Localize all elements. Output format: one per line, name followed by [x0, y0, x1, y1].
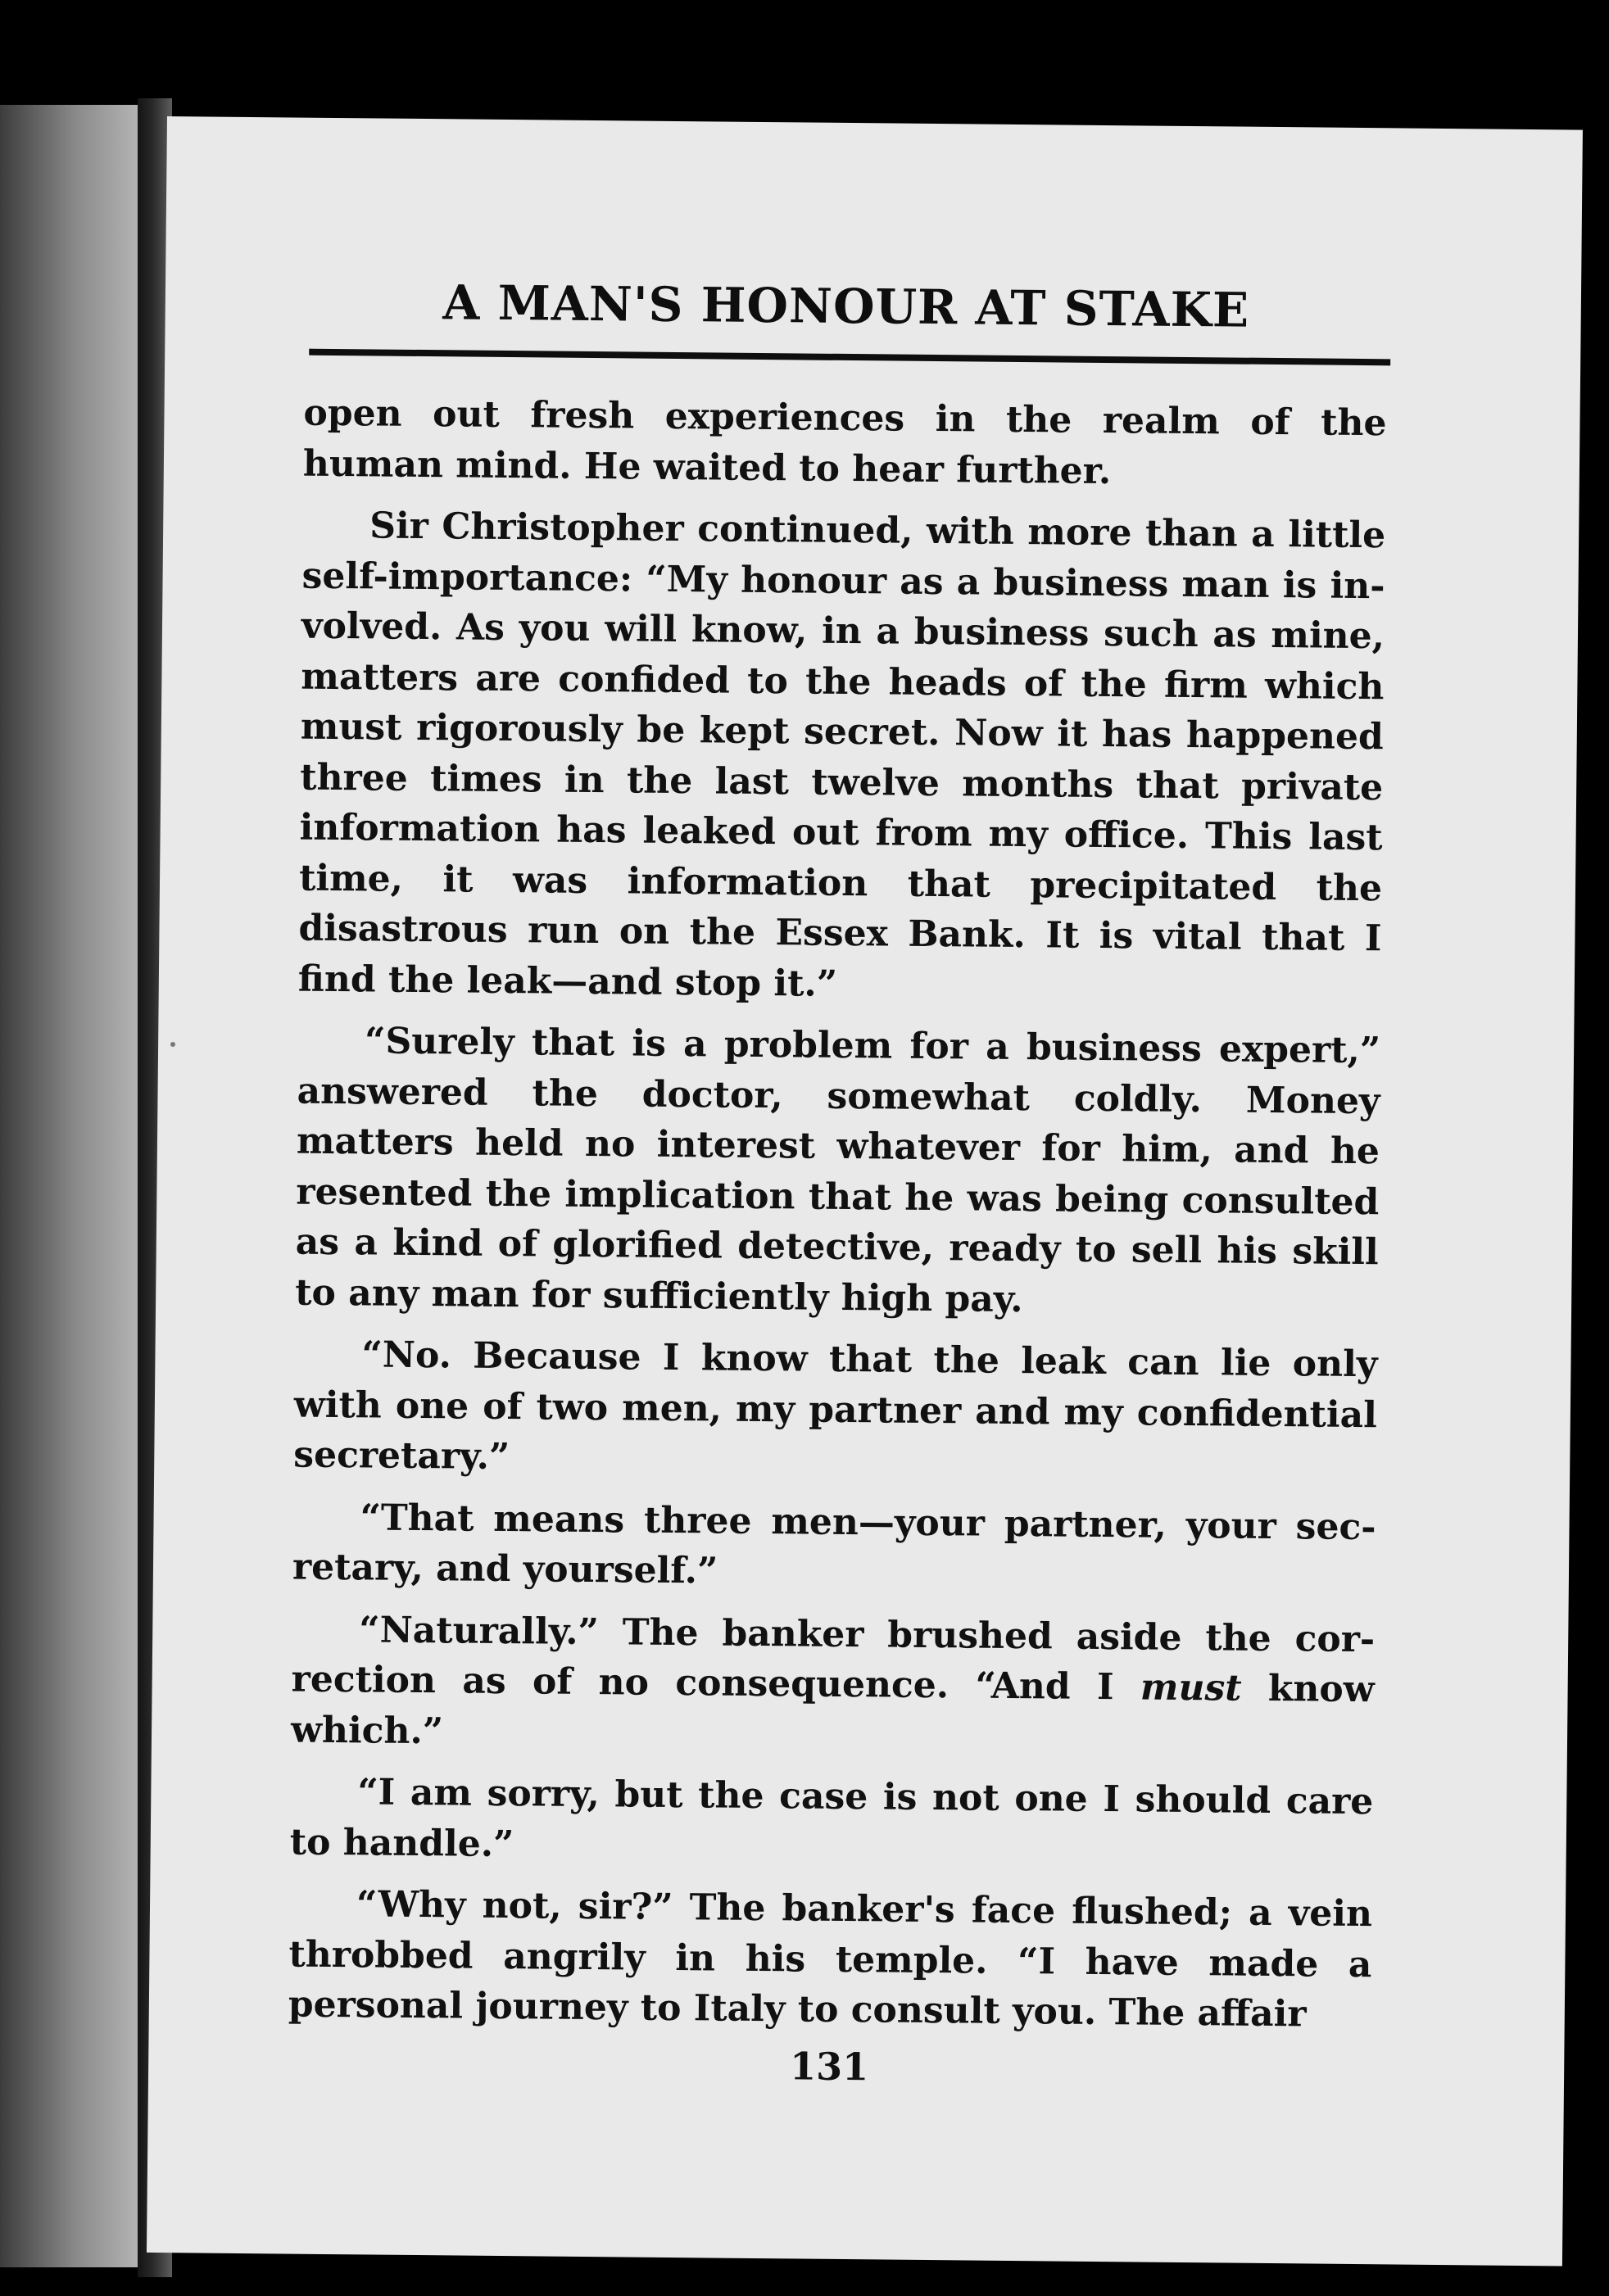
- paragraph-text: Sir Christopher continued, with more than a little self-importance: “My honour as a business man is involved. As you will know, in a business such as mine, matters are confided to the heads of the firm which must rigorously be kept secret. Now it has happened three times in the last twelve months that private information has leaked out from my office. This last time, it was information that precipitated the disastrous run on the Essex Bank. It is vital that I find the leak—and stop it.”: [297, 505, 1386, 1005]
- paragraph-text: “That means three men—your partner, your secretary, and yourself.”: [292, 1496, 1376, 1592]
- paragraph: [292, 1492, 1376, 1603]
- paragraph-text: “Naturally.” The banker brushed aside the correction as of no consequence. “And I: [291, 1608, 1376, 1709]
- emphasis-text: must: [1140, 1666, 1242, 1710]
- running-head: A MAN'S HONOUR AT STAKE: [442, 274, 1250, 338]
- paragraph: [289, 1767, 1373, 1878]
- paragraph: [293, 1329, 1378, 1491]
- paragraph-text: open out fresh experiences in the realm of the human mind. He waited to hear further.: [302, 392, 1387, 492]
- paragraph-text: “Surely that is a problem for a business expert,” answered the doctor, somewhat coldly. Money matters held no interest whatever for him, and he resented the implication that he was being consulted as a kind of glorified detective, ready to sell his skill to any man for sufficiently high pay.: [294, 1020, 1381, 1320]
- paragraph-text: “I am sorry, but the case is not one I should care to handle.”: [289, 1771, 1374, 1865]
- paragraph: [303, 388, 1387, 500]
- paragraph: [295, 1016, 1380, 1329]
- body-text: [288, 388, 1386, 2052]
- dust-speck: [170, 1042, 175, 1047]
- header-rule: [309, 349, 1390, 366]
- page-number: 131: [789, 2044, 869, 2090]
- paragraph-text: “No. Because I know that the leak can lie only with one of two men, my partner and my confidential secretary.”: [293, 1334, 1378, 1479]
- facing-page-edge: [0, 105, 138, 2267]
- book-page: [147, 116, 1583, 2266]
- paragraph-text: know which.”: [290, 1667, 1375, 1752]
- paragraph: [291, 1604, 1376, 1765]
- paragraph: [298, 500, 1386, 1015]
- paragraph-text: “Why not, sir?” The banker's face flushed; a vein throbbed angrily in his temple. “I have made a personal journey to Italy to consult you. The affair: [288, 1883, 1373, 2036]
- paragraph: [288, 1879, 1373, 2040]
